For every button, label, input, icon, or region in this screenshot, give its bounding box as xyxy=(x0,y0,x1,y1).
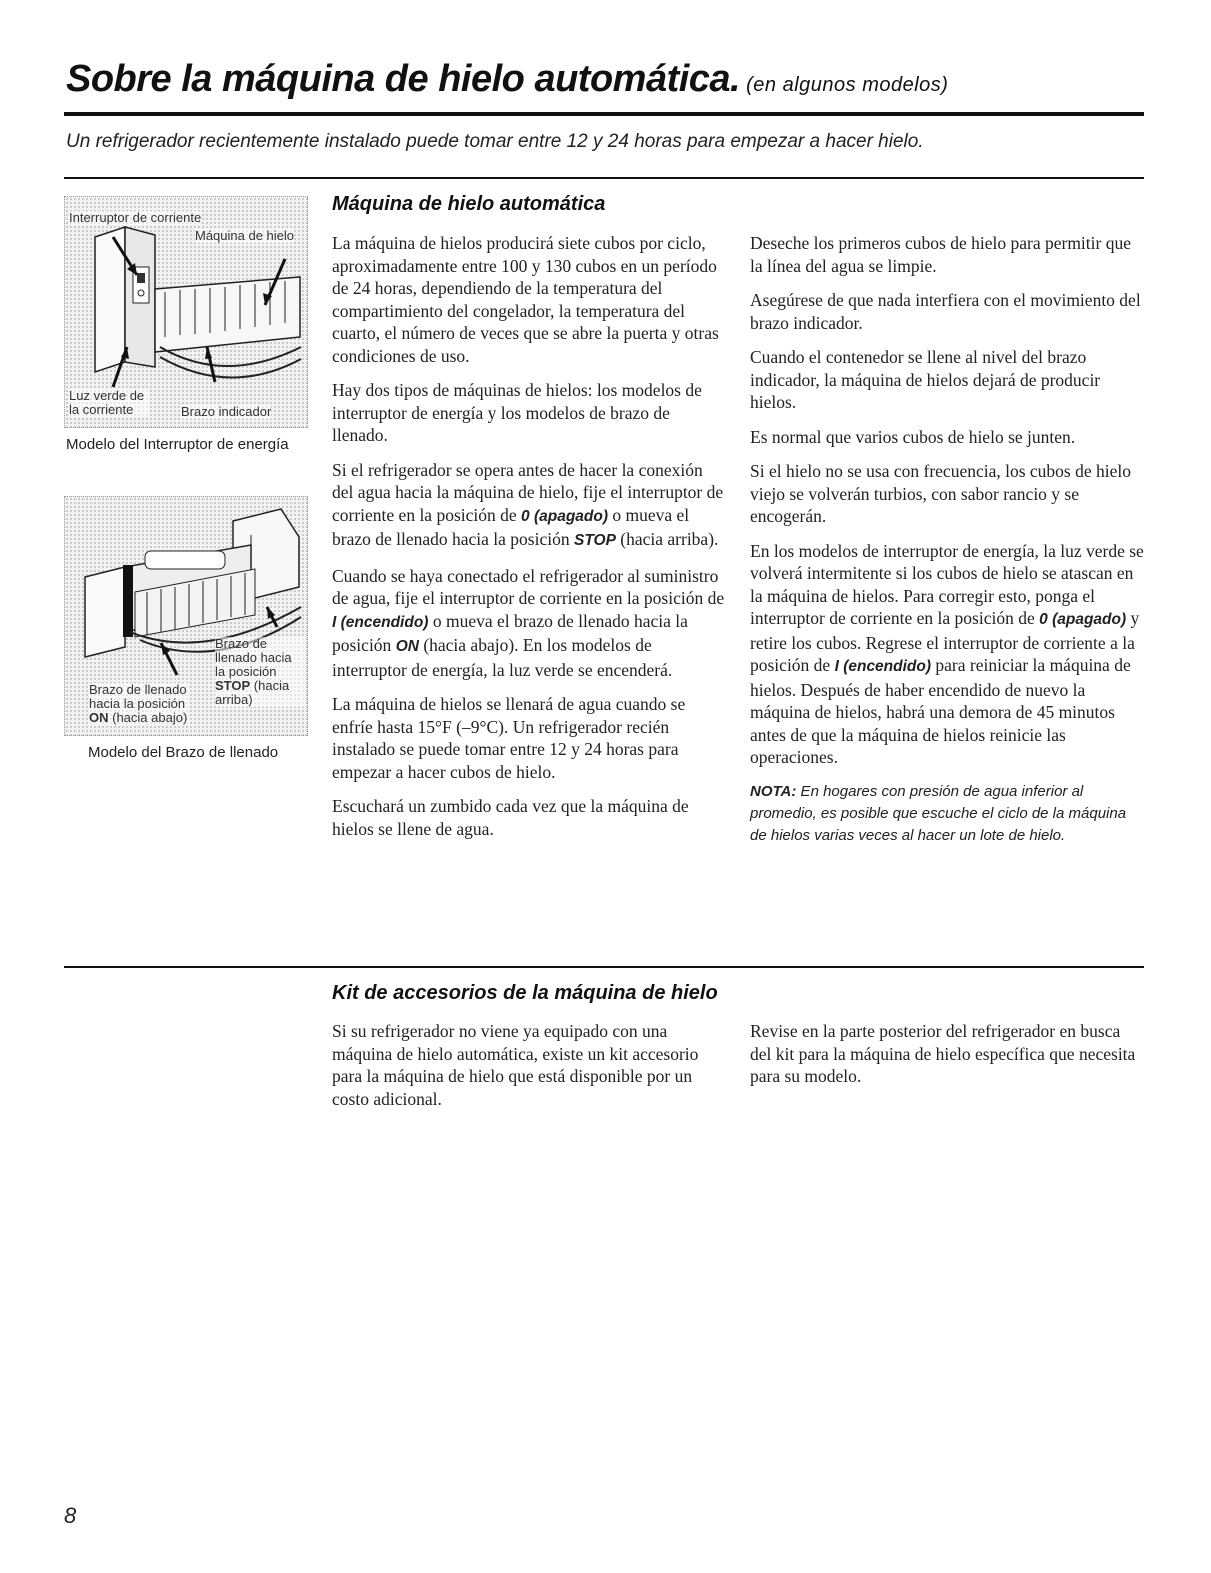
icemaker-fill-arm-model-figure xyxy=(64,496,308,736)
paragraph: Hay dos tipos de máquinas de hielos: los modelos de interruptor de energía y los modelos de brazo de llenado. xyxy=(332,380,702,445)
callout-arm-on xyxy=(89,683,189,725)
section-divider-top xyxy=(64,177,1144,179)
page-title xyxy=(66,58,948,101)
note-paragraph xyxy=(750,781,1145,847)
emphasis-stop: STOP xyxy=(573,532,616,549)
paragraph: Si su refrigerador no viene ya equipado con una máquina de hielo automática, existe un kit accesorio para la máquina de hielo que está disponible por un costo adicional. xyxy=(332,1021,699,1109)
callout-arm-on-bold: ON xyxy=(89,710,109,725)
emphasis-on: I (encendido) xyxy=(332,613,429,631)
paragraph: Escuchará un zumbido cada vez que la máquina de hielos se llene de agua. xyxy=(332,796,689,839)
section-divider-bottom xyxy=(64,966,1144,968)
paragraph xyxy=(750,540,1145,769)
section-heading-accessory-kit: Kit de accesorios de la máquina de hielo xyxy=(332,982,718,1004)
section-heading-icemaker: Máquina de hielo automática xyxy=(332,193,606,215)
emphasis-off: 0 (apagado) xyxy=(521,507,609,525)
title-subtitle: (en algunos modelos) xyxy=(746,74,949,96)
paragraph: Revise en la parte posterior del refrigerador en busca del kit para la máquina de hielo específica que necesita para su modelo. xyxy=(750,1021,1136,1086)
title-text: Sobre la máquina de hielo automática. xyxy=(66,58,741,100)
emphasis-off: 0 (apagado) xyxy=(1039,611,1127,628)
figure1-caption: Modelo del Interruptor de energía xyxy=(66,436,289,453)
intro-text: Un refrigerador recientemente instalado puede tomar entre 12 y 24 horas para empezar a hacer hielo. xyxy=(66,131,924,152)
note-text: En hogares con presión de agua inferior al promedio, es posible que escuche el ciclo de la máquina de hielos varias veces al hacer un lote de hielo. xyxy=(750,782,1127,844)
callout-arm-on-text: Brazo de llenado hacia la posición xyxy=(89,682,187,711)
title-rule xyxy=(64,112,1144,116)
callout-indicator-arm: Brazo indicador xyxy=(181,404,272,419)
callout-arm-on-suffix: (hacia abajo) xyxy=(108,710,188,725)
section1-column-1 xyxy=(332,232,728,852)
text-run: o mueva el brazo de llenado hacia la posición xyxy=(332,504,690,549)
callout-arm-stop xyxy=(215,637,305,707)
emphasis-on: I (encendido) xyxy=(834,658,932,675)
paragraph: Es normal que varios cubos de hielo se junten. xyxy=(750,426,1076,447)
callout-arm-stop-suffix: (hacia arriba) xyxy=(215,678,290,707)
section2-column-2 xyxy=(750,1020,1145,1100)
figure2-caption: Modelo del Brazo de llenado xyxy=(88,744,279,761)
section2-column-1 xyxy=(332,1020,724,1122)
text-run: y retire los cubos. Regrese el interruptor de corriente a la posición de xyxy=(750,608,1140,675)
text-run: para reiniciar la máquina de hielos. Después de haber encendido de nuevo la máquina de hielos, habrá una demora de 45 minutos antes de que la máquina de hielos reinicie las operaciones. xyxy=(750,655,1131,767)
text-run: (hacia arriba). xyxy=(615,529,719,549)
text-run: Si el refrigerador se opera antes de hacer la conexión del agua hacia la máquina de hielo, fije el interruptor de corriente en la posición de xyxy=(332,459,724,525)
note-label: NOTA: xyxy=(750,782,797,800)
paragraph: La máquina de hielos producirá siete cubos por ciclo, aproximadamente entre 100 y 130 cubos en un período de 24 horas, dependiendo de la temperatura del compartimiento del congelador, la temperatura del cuarto, el número de veces que se abre la puerta y otras condiciones de uso. xyxy=(332,233,719,366)
paragraph xyxy=(332,459,728,553)
paragraph: La máquina de hielos se llenará de agua cuando se enfríe hasta 15°F (–9°C). Un refrigerador recién instalado se puede tomar entre 12 y 24 horas para empezar a hacer cubos de hielo. xyxy=(332,694,686,782)
paragraph: Asegúrese de que nada interfiera con el movimiento del brazo indicador. xyxy=(750,290,1141,333)
text-run: (hacia abajo). En los modelos de interruptor de energía, la luz verde se encenderá. xyxy=(332,635,673,680)
callout-power-switch: Interruptor de corriente xyxy=(69,210,202,225)
icemaker-switch-model-figure xyxy=(64,196,308,428)
paragraph: Si el hielo no se usa con frecuencia, los cubos de hielo viejo se volverán turbios, con sabor rancio y se encogerán. xyxy=(750,461,1132,526)
emphasis-on-position: ON xyxy=(395,638,419,655)
paragraph: Cuando el contenedor se llene al nivel del brazo indicador, la máquina de hielos dejará de producir hielos. xyxy=(750,347,1101,412)
text-run: En los modelos de interruptor de energía, la luz verde se volverá intermitente si los cubos de hielo se atascan en la máquina de hielos. Para corregir esto, ponga el interruptor de corriente en la posición de xyxy=(750,540,1144,628)
callout-icemaker: Máquina de hielo xyxy=(195,228,295,243)
callout-green-light: Luz verde de la corriente xyxy=(69,389,149,417)
callout-arm-stop-bold: STOP xyxy=(215,678,251,693)
paragraph: Deseche los primeros cubos de hielo para permitir que la línea del agua se limpie. xyxy=(750,233,1131,276)
text-run: Cuando se haya conectado el refrigerador al suministro de agua, fije el interruptor de corriente en la posición de xyxy=(332,565,725,608)
page-number: 8 xyxy=(64,1503,77,1528)
section1-column-2 xyxy=(750,232,1145,859)
callout-arm-stop-text: Brazo de llenado hacia la posición xyxy=(215,636,292,679)
text-run: o mueva el brazo de llenado hacia la posición xyxy=(332,610,688,655)
paragraph xyxy=(332,565,728,682)
